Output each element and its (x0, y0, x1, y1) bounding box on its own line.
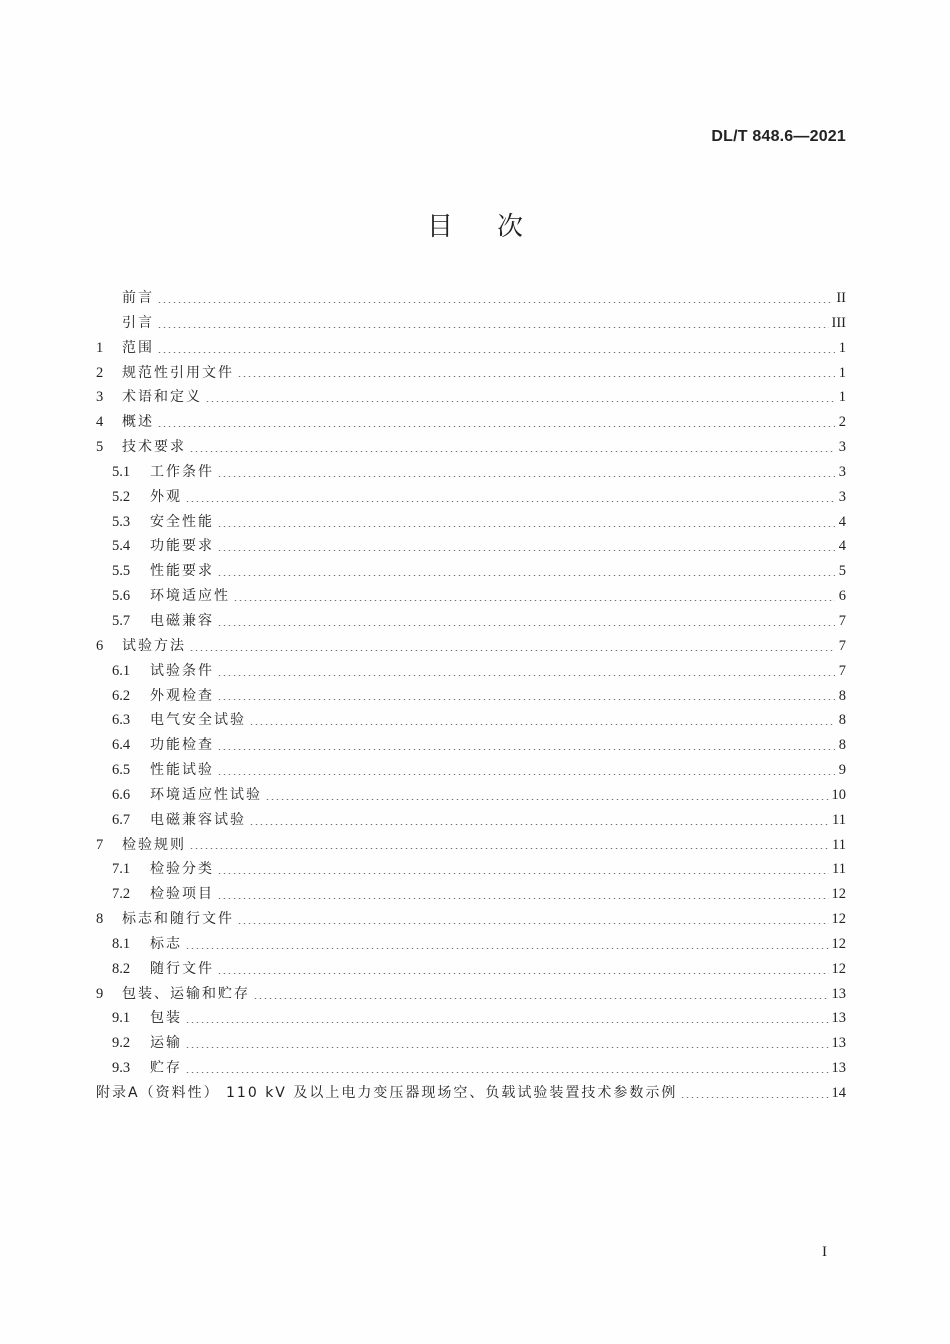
toc-entry-title: 检验分类 (150, 861, 214, 878)
toc-entry-title: 检验项目 (150, 886, 214, 903)
toc-entry-page: 14 (831, 1085, 846, 1101)
toc-entry-title: 检验规则 (122, 836, 186, 853)
toc-entry-title: 技术要求 (122, 439, 186, 456)
toc-entry[interactable] (96, 510, 846, 535)
toc-entry[interactable] (96, 609, 846, 634)
toc-entry-page: 12 (831, 886, 846, 903)
toc-entry[interactable] (96, 460, 846, 485)
toc-entry[interactable] (96, 1081, 846, 1106)
toc-entry-page: 1 (838, 389, 846, 406)
toc-entry-number: 5.7 (112, 612, 131, 629)
toc-entry-title: 规范性引用文件 (122, 364, 234, 381)
toc-entry-title: 随行文件 (150, 960, 214, 977)
toc-entry-page: 8 (838, 687, 846, 704)
toc-entry-title: 附录A（资料性） 110 kV 及以上电力变压器现场空、负载试验装置技术参数示例 (96, 1085, 678, 1101)
toc-entry-title: 性能试验 (150, 762, 214, 779)
toc-entry[interactable] (96, 385, 846, 410)
toc-entry-page: 7 (838, 612, 846, 629)
toc-entry-page: 12 (831, 935, 846, 952)
toc-entry[interactable] (96, 1056, 846, 1081)
toc-entry[interactable] (96, 882, 846, 907)
toc-entry[interactable] (96, 758, 846, 783)
toc-entry[interactable] (96, 808, 846, 833)
toc-entry[interactable] (96, 857, 846, 882)
toc-entry-number: 6.4 (112, 737, 131, 754)
toc-entry[interactable] (96, 833, 846, 858)
toc-entry[interactable] (96, 982, 846, 1007)
toc-entry[interactable] (96, 336, 846, 361)
toc-entry[interactable] (96, 559, 846, 584)
toc-leader-dots (205, 401, 835, 402)
toc-entry-number: 7.1 (112, 861, 131, 878)
toc-entry-number: 9.1 (112, 1010, 131, 1027)
toc-entry[interactable] (96, 684, 846, 709)
toc-entry-page: 7 (838, 637, 846, 654)
toc-leader-dots (189, 650, 835, 651)
toc-entry-number: 5.3 (112, 513, 131, 530)
toc-leader-dots (185, 1072, 829, 1073)
toc-entry-number: 9.2 (112, 1035, 131, 1052)
toc-entry[interactable] (96, 286, 846, 311)
standard-code: DL/T 848.6—2021 (711, 128, 846, 145)
toc-entry-title: 贮存 (150, 1060, 182, 1077)
toc-leader-dots (253, 998, 829, 999)
toc-entry-page: 11 (832, 811, 846, 828)
toc-leader-dots (217, 774, 835, 775)
toc-entry-number: 5.1 (112, 463, 131, 480)
toc-entry-title: 电气安全试验 (150, 712, 246, 729)
toc-leader-dots (185, 1022, 829, 1023)
toc-leader-dots (217, 575, 835, 576)
toc-entry[interactable] (96, 410, 846, 435)
toc-leader-dots (265, 799, 829, 800)
toc-leader-dots (237, 376, 835, 377)
toc-leader-dots (217, 898, 829, 899)
toc-entry-number: 5.6 (112, 588, 131, 605)
toc-entry-page: 11 (832, 861, 846, 878)
page-number: I (822, 1244, 827, 1260)
toc-entry-number: 6 (96, 637, 104, 654)
toc-entry-page: 13 (831, 1010, 846, 1027)
toc-leader-dots (217, 476, 835, 477)
toc-entry-title: 功能要求 (150, 538, 214, 555)
toc-entry-title: 环境适应性 (150, 588, 230, 605)
toc-leader-dots (185, 501, 835, 502)
toc-entry-number: 3 (96, 389, 104, 406)
toc-entry-number: 1 (96, 339, 104, 356)
toc-entry-title: 范围 (122, 339, 154, 356)
toc-entry-number: 9 (96, 985, 104, 1002)
toc-leader-dots (189, 848, 829, 849)
toc-entry-page: 6 (838, 588, 846, 605)
toc-entry-number: 5.2 (112, 488, 131, 505)
toc-leader-dots (217, 699, 835, 700)
toc-entry[interactable] (96, 361, 846, 386)
toc-entry-number: 9.3 (112, 1060, 131, 1077)
toc-entry-page: 3 (838, 439, 846, 456)
toc-entry-number: 2 (96, 364, 104, 381)
toc-entry[interactable] (96, 534, 846, 559)
toc-entry-title: 试验方法 (122, 637, 186, 654)
toc-leader-dots (217, 973, 829, 974)
toc-entry-number: 7 (96, 836, 104, 853)
toc-entry[interactable] (96, 708, 846, 733)
toc-entry-page: 9 (838, 762, 846, 779)
toc-entry[interactable] (96, 733, 846, 758)
toc-entry-page: 3 (838, 463, 846, 480)
toc-entry-number: 5.5 (112, 563, 131, 580)
toc-entry-number: 8.2 (112, 960, 131, 977)
toc-entry-page: 13 (831, 1035, 846, 1052)
toc-entry[interactable] (96, 311, 846, 336)
toc-entry-title: 包装、运输和贮存 (122, 985, 250, 1002)
toc-leader-dots (217, 749, 835, 750)
toc-entry-title: 标志 (150, 935, 182, 952)
toc-entry-page: 12 (831, 960, 846, 977)
toc-entry-page: 5 (838, 563, 846, 580)
toc-entry-page: 1 (838, 339, 846, 356)
toc-leader-dots (249, 824, 829, 825)
toc-leader-dots (157, 352, 835, 353)
toc-entry-title: 概述 (122, 414, 154, 431)
toc-entry-page: 8 (838, 712, 846, 729)
toc-entry-page: 11 (832, 836, 846, 853)
toc-leader-dots (217, 625, 835, 626)
toc-entry-number: 5.4 (112, 538, 131, 555)
toc-leader-dots (680, 1097, 828, 1098)
toc-entry-title: 外观检查 (150, 687, 214, 704)
toc-entry-page: 4 (838, 513, 846, 530)
toc-entry-title: 性能要求 (150, 563, 214, 580)
toc-leader-dots (157, 426, 835, 427)
toc-entry-number: 6.3 (112, 712, 131, 729)
toc-entry-number: 8 (96, 911, 104, 928)
toc-entry-title: 电磁兼容试验 (150, 811, 246, 828)
toc-leader-dots (249, 724, 835, 725)
toc-leader-dots (237, 923, 829, 924)
toc-entry-page: 8 (838, 737, 846, 754)
toc-entry-title: 引言 (122, 314, 154, 331)
toc-entry-page: 12 (831, 911, 846, 928)
toc-entry[interactable] (96, 485, 846, 510)
toc-entry-page: 1 (838, 364, 846, 381)
toc-entry[interactable] (96, 435, 846, 460)
toc-entry-number: 6.2 (112, 687, 131, 704)
toc-leader-dots (217, 550, 835, 551)
toc-entry-number: 6.7 (112, 811, 131, 828)
toc-entry-title: 术语和定义 (122, 389, 202, 406)
toc-entry[interactable] (96, 783, 846, 808)
toc-leader-dots (217, 526, 835, 527)
toc-entry[interactable] (96, 584, 846, 609)
toc-entry-page: 7 (838, 662, 846, 679)
toc-leader-dots (189, 451, 835, 452)
toc-entry-number: 5 (96, 439, 104, 456)
toc-entry-number: 8.1 (112, 935, 131, 952)
toc-entry-page: III (831, 314, 846, 331)
toc-entry[interactable] (96, 1006, 846, 1031)
toc-entry-title: 外观 (150, 488, 182, 505)
toc-entry-number: 7.2 (112, 886, 131, 903)
toc-entry-title: 工作条件 (150, 463, 214, 480)
page-title: 目次 (426, 212, 567, 242)
toc-entry[interactable] (96, 634, 846, 659)
toc-leader-dots (157, 327, 829, 328)
toc-entry-title: 运输 (150, 1035, 182, 1052)
toc-leader-dots (233, 600, 835, 601)
toc-entry-page: II (836, 290, 846, 306)
toc-leader-dots (217, 873, 829, 874)
toc-entry-number: 6.1 (112, 662, 131, 679)
table-of-contents (96, 286, 846, 1106)
toc-entry-page: 4 (838, 538, 846, 555)
toc-entry-title: 安全性能 (150, 513, 214, 530)
toc-entry-page: 3 (838, 488, 846, 505)
toc-entry-number: 4 (96, 414, 104, 431)
toc-entry[interactable] (96, 932, 846, 957)
toc-entry-page: 10 (831, 786, 846, 803)
toc-entry[interactable] (96, 907, 846, 932)
toc-entry-title: 电磁兼容 (150, 612, 214, 629)
toc-entry-title: 标志和随行文件 (122, 911, 234, 928)
toc-entry[interactable] (96, 1031, 846, 1056)
toc-leader-dots (185, 1047, 829, 1048)
toc-entry-page: 13 (831, 985, 846, 1002)
toc-leader-dots (217, 675, 835, 676)
toc-entry-number: 6.6 (112, 786, 131, 803)
toc-entry-page: 13 (831, 1060, 846, 1077)
toc-entry-title: 试验条件 (150, 662, 214, 679)
toc-entry-page: 2 (838, 414, 846, 431)
toc-entry-number: 6.5 (112, 762, 131, 779)
toc-entry-title: 功能检查 (150, 737, 214, 754)
toc-entry[interactable] (96, 659, 846, 684)
toc-leader-dots (185, 948, 829, 949)
toc-leader-dots (157, 302, 833, 303)
toc-entry-title: 前言 (122, 290, 154, 306)
toc-entry[interactable] (96, 957, 846, 982)
toc-entry-title: 环境适应性试验 (150, 786, 262, 803)
toc-entry-title: 包装 (150, 1010, 182, 1027)
